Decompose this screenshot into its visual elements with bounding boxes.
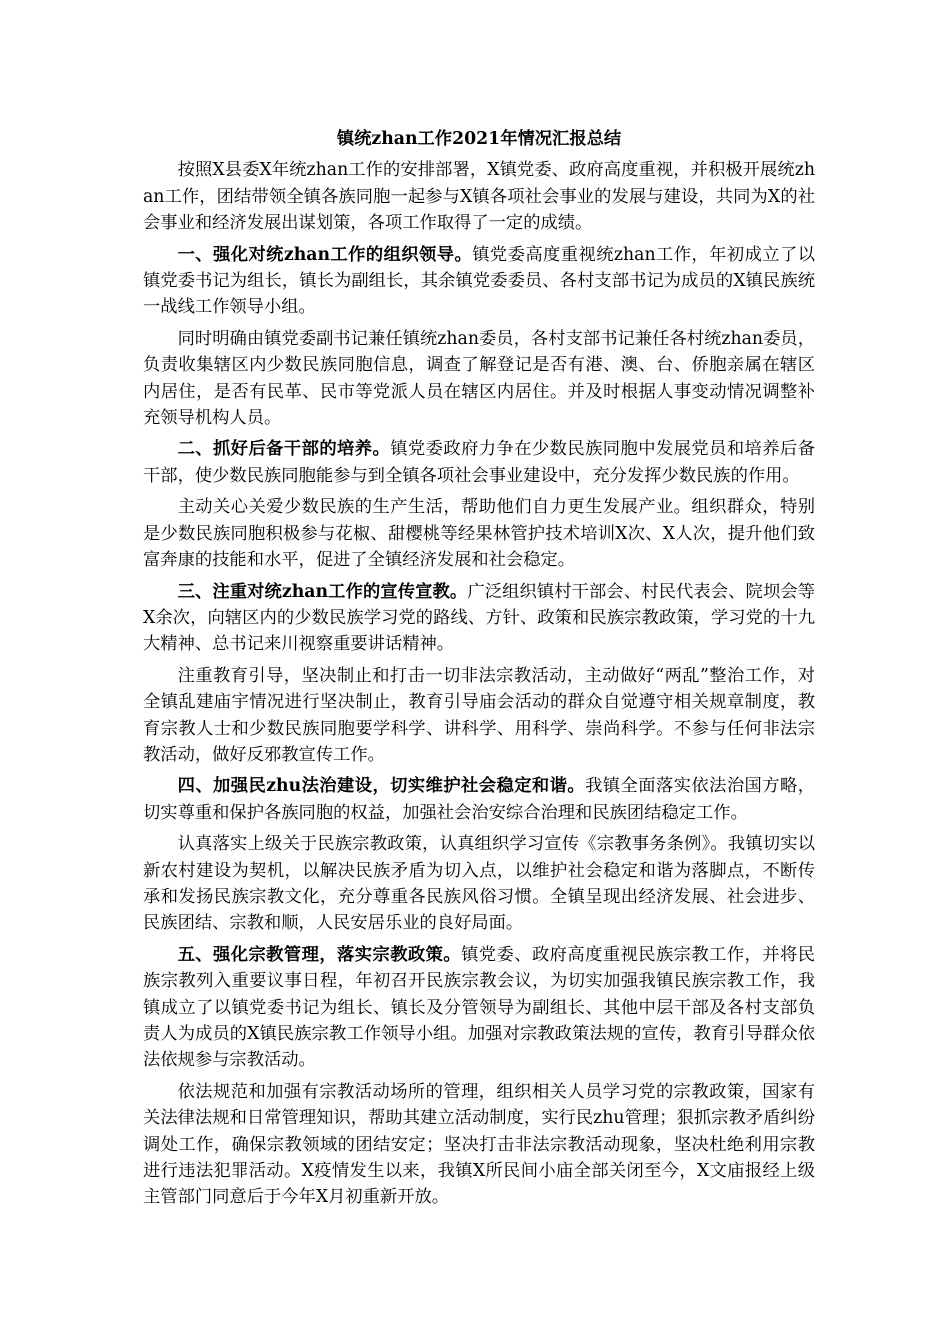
paragraph-intro <box>143 157 815 236</box>
paragraph-section-2 <box>143 436 815 489</box>
paragraph-text: 广泛组织镇村干部会、村民代表会、院坝会等X余次，向辖区内的少数民族学习党的路线、方针、政策和民族宗教政策，学习党的十九大精神、总书记来川视察重要讲话精神。 <box>143 581 815 655</box>
document-title: 镇统zhan工作2021年情况汇报总结 <box>336 129 622 149</box>
paragraph-text: 我镇全面落实依法治国方略，切实尊重和保护各族同胞的权益，加强社会治安综合治理和民族团结稳定工作。 <box>143 776 815 823</box>
paragraph-text: 按照X县委X年统zhan工作的安排部署，X镇党委、政府高度重视，并积极开展统zhan工作，团结带领全镇各族同胞一起参与X镇各项社会事业的发展与建设，共同为X的社会事业和经济发展出谋划策，各项工作取得了一定的成绩。 <box>143 160 815 234</box>
paragraph-text: 镇党委、政府高度重视民族宗教工作，并将民族宗教列入重要议事日程，年初召开民族宗教会议，为切实加强我镇民族宗教工作，我镇成立了以镇党委书记为组长、镇长及分管领导为副组长、其他中层干部及各村支部负责人为成员的X镇民族宗教工作领导小组。加强对宗教政策法规的宣传，教育引导群众依法依规参与宗教活动。 <box>143 944 815 1071</box>
section-heading: 三、注重对统zhan工作的宣传宣教。 <box>177 581 468 602</box>
paragraph-section-4-detail <box>143 831 815 937</box>
paragraph-text: 同时明确由镇党委副书记兼任镇统zhan委员，各村支部书记兼任各村统zhan委员，负责收集辖区内少数民族同胞信息，调查了解登记是否有港、澳、台、侨胞亲属在辖区内居住，是否有民革、民市等党派人员在辖区内居住。并及时根据人事变动情况调整补充领导机构人员。 <box>143 328 815 429</box>
paragraph-section-4 <box>143 773 815 826</box>
paragraph-text: 注重教育引导，坚决制止和打击一切非法宗教活动，主动做好“两乱”整治工作，对全镇乱建庙宇情况进行坚决制止，教育引导庙会活动的群众自觉遵守相关规章制度，教育宗教人士和少数民族同胞要学科学、讲科学、用科学、崇尚科学。不参与任何非法宗教活动，做好反邪教宣传工作。 <box>143 665 815 765</box>
section-heading: 四、加强民zhu法治建设，切实维护社会稳定和谐。 <box>177 776 586 797</box>
paragraph-section-3 <box>143 579 815 658</box>
paragraph-section-5 <box>143 942 815 1074</box>
paragraph-text: 依法规范和加强有宗教活动场所的管理，组织相关人员学习党的宗教政策，国家有关法律法规和日常管理知识，帮助其建立活动制度，实行民zhu管理；狠抓宗教矛盾纠纷调处工作，确保宗教领域的团结安定；坚决打击非法宗教活动现象，坚决杜绝利用宗教进行违法犯罪活动。X疫情发生以来，我镇X所民间小庙全部关闭至今，X文庙报经上级主管部门同意后于今年X月初重新开放。 <box>143 1081 815 1208</box>
paragraph-text: 主动关心关爱少数民族的生产生活，帮助他们自力更生发展产业。组织群众，特别是少数民族同胞积极参与花椒、甜樱桃等经果林管护技术培训X次、X人次，提升他们致富奔康的技能和水平，促进了全镇经济发展和社会稳定。 <box>143 497 815 571</box>
paragraph-section-3-detail <box>143 663 815 769</box>
paragraph-section-2-detail <box>143 494 815 573</box>
paragraph-text: 镇党委政府力争在少数民族同胞中发展党员和培养后备干部，使少数民族同胞能参与到全镇各项社会事业建设中，充分发挥少数民族的作用。 <box>143 439 815 486</box>
section-heading: 一、强化对统zhan工作的组织领导。 <box>177 244 473 265</box>
document-page <box>143 126 815 1216</box>
paragraph-section-1-detail <box>143 326 815 432</box>
paragraph-section-5-detail <box>143 1079 815 1211</box>
paragraph-text: 镇党委高度重视统zhan工作，年初成立了以镇党委书记为组长，镇长为副组长，其余镇党委委员、各村支部书记为成员的X镇民族统一战线工作领导小组。 <box>143 244 816 318</box>
section-heading: 五、强化宗教管理，落实宗教政策。 <box>177 944 462 965</box>
paragraph-text: 认真落实上级关于民族宗教政策，认真组织学习宣传《宗教事务条例》。我镇切实以新农村建设为契机，以解决民族矛盾为切入点，以维护社会稳定和谐为落脚点，不断传承和发扬民族宗教文化，充分尊重各民族风俗习惯。全镇呈现出经济发展、社会进步、民族团结、宗教和顺，人民安居乐业的良好局面。 <box>143 834 815 934</box>
section-heading: 二、抓好后备干部的培养。 <box>177 439 391 460</box>
paragraph-section-1 <box>143 242 815 321</box>
